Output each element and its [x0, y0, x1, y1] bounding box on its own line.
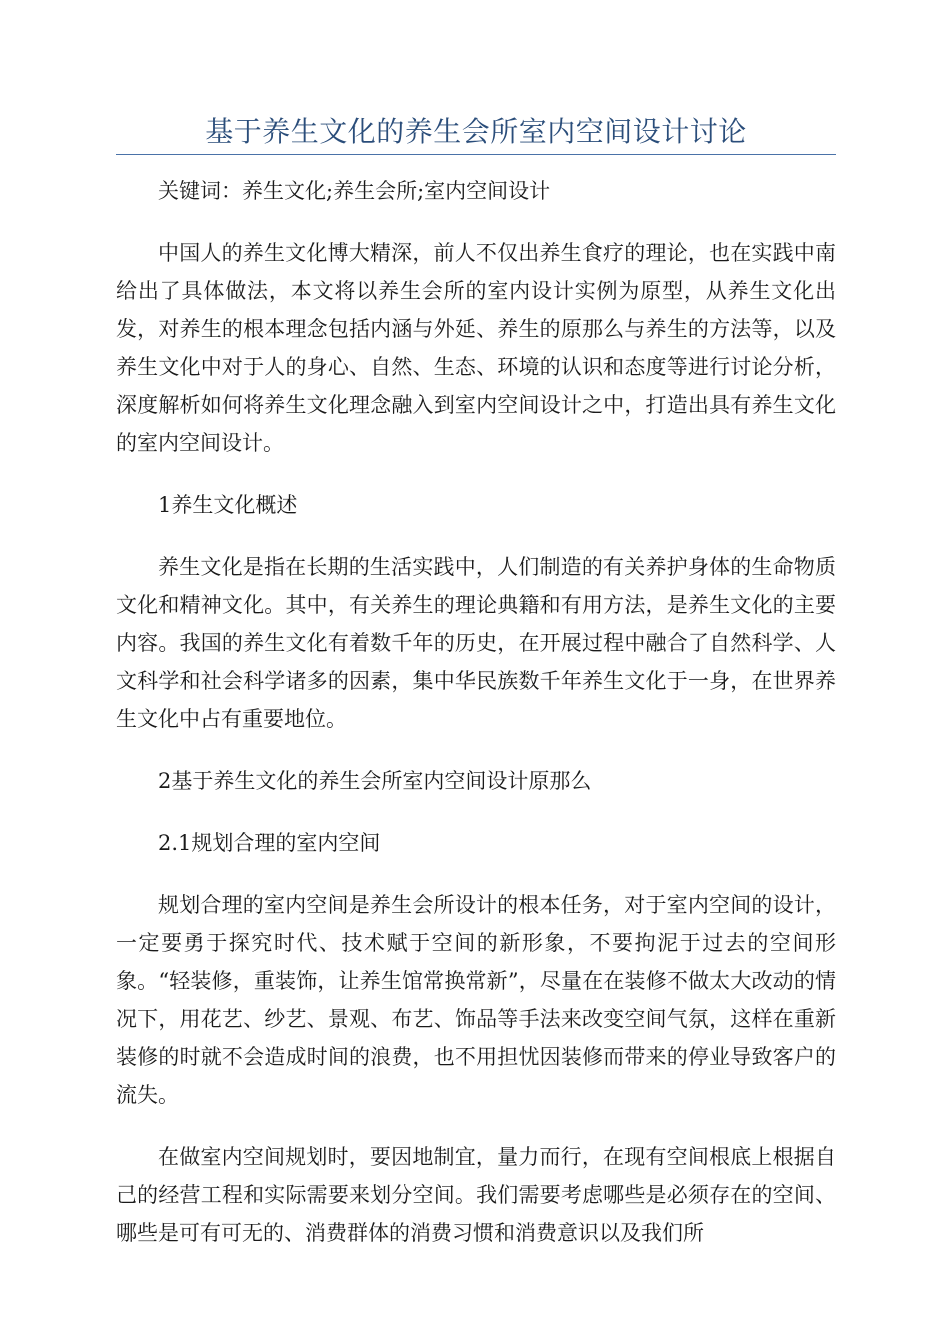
section-heading-2: 2基于养生文化的养生会所室内空间设计原那么 [158, 769, 592, 793]
document-title: 基于养生文化的养生会所室内空间设计讨论 [205, 115, 747, 148]
abstract-paragraph: 中国人的养生文化博大精深，前人不仅出养生食疗的理论，也在实践中南给出了具体做法，本文将以养生会所的室内设计实例为原型，从养生文化出发，对养生的根本理念包括内涵与外延、养生的原那么与养生的方法等，以及养生文化中对于人的身心、自然、生态、环境的认识和态度等进行讨论分析，深度解析如何将养生文化理念融入到室内空间设计之中，打造出具有养生文化的室内空间设计。 [116, 241, 836, 455]
body-paragraph: 在做室内空间规划时，要因地制宜，量力而行，在现有空间根底上根据自己的经营工程和实际需要来划分空间。我们需要考虑哪些是必须存在的空间、哪些是可有可无的、消费群体的消费习惯和消费意识以及我们所 [116, 1145, 836, 1245]
section-heading-1: 1养生文化概述 [158, 493, 298, 517]
document-body [116, 172, 836, 1276]
keywords-paragraph: 关键词：养生文化;养生会所;室内空间设计 [158, 179, 551, 203]
body-paragraph: 养生文化是指在长期的生活实践中，人们制造的有关养护身体的生命物质文化和精神文化。其中，有关养生的理论典籍和有用方法，是养生文化的主要内容。我国的养生文化有着数千年的历史，在开展过程中融合了自然科学、人文科学和社会科学诸多的因素，集中华民族数千年养生文化于一身，在世界养生文化中占有重要地位。 [116, 555, 836, 731]
title-underline [116, 154, 836, 155]
body-paragraph: 规划合理的室内空间是养生会所设计的根本任务，对于室内空间的设计，一定要勇于探究时代、技术赋于空间的新形象，不要拘泥于过去的空间形象。“轻装修，重装饰，让养生馆常换常新”，尽量在在装修不做太大改动的情况下，用花艺、纱艺、景观、布艺、饰品等手法来改变空间气氛，这样在重新装修的时就不会造成时间的浪费，也不用担忧因装修而带来的停业导致客户的流失。 [116, 893, 836, 1107]
subsection-heading-2-1: 2.1规划合理的室内空间 [158, 831, 381, 855]
